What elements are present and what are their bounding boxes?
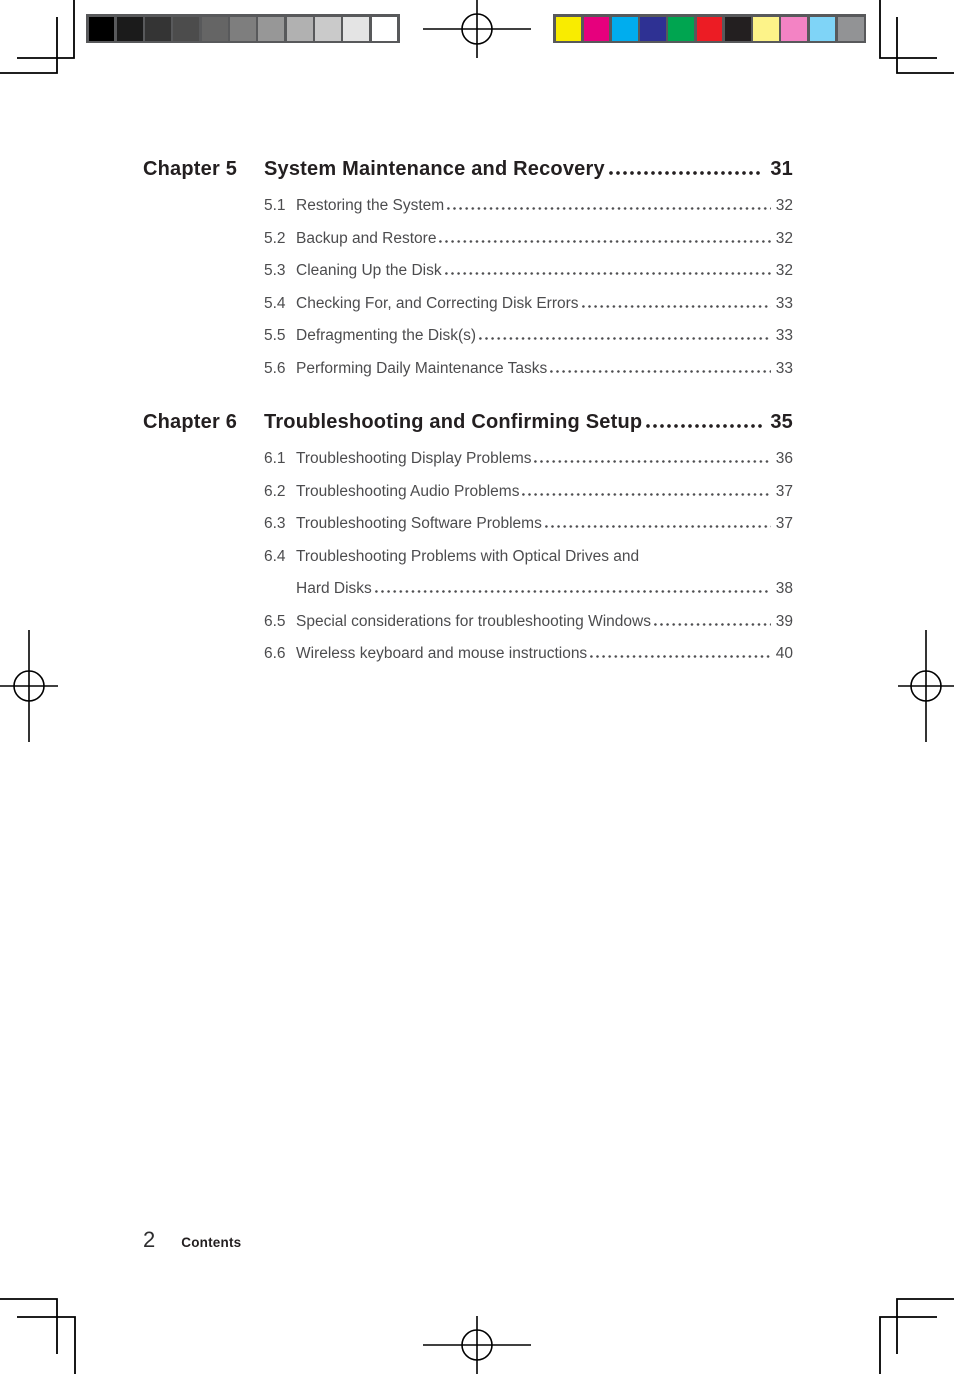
calibration-swatch [89, 17, 115, 41]
dot-leader [609, 171, 764, 175]
toc-entry-5-6[interactable] [143, 353, 793, 386]
calibration-swatch [202, 17, 228, 41]
color-calibration-bar [553, 14, 866, 43]
entry-number: 6.5 [264, 612, 286, 630]
calibration-swatch [287, 17, 313, 41]
calibration-swatch [173, 17, 199, 41]
calibration-swatch [838, 17, 864, 41]
entry-page-number: 33 [775, 294, 793, 312]
entry-number: 5.2 [264, 229, 286, 247]
chapter-title: Troubleshooting and Confirming Setup [264, 411, 643, 433]
registration-target-right [898, 630, 954, 742]
calibration-swatch [230, 17, 256, 41]
entry-page-number: 32 [775, 229, 793, 247]
entry-number: 5.5 [264, 327, 286, 344]
entry-number: 5.1 [264, 197, 286, 214]
crop-mark-top-right [880, 0, 954, 73]
registration-target-left [0, 630, 58, 742]
dot-leader [447, 207, 771, 210]
calibration-swatch [258, 17, 284, 41]
toc-entry-6-2[interactable] [143, 476, 793, 509]
table-of-contents [143, 154, 793, 671]
chapter-page-number: 35 [770, 411, 793, 433]
crop-mark-bottom-left [0, 1299, 75, 1374]
registration-target-top [423, 0, 531, 58]
registration-target-bottom [423, 1316, 531, 1374]
dot-leader [545, 525, 771, 528]
chapter-label: Chapter 6 [143, 411, 238, 433]
footer-section-label: Contents [181, 1235, 242, 1250]
footer-page-number: 2 [143, 1227, 156, 1252]
dot-leader [582, 305, 771, 308]
dot-leader [654, 623, 771, 626]
entry-title: Troubleshooting Problems with Optical Drives and [296, 547, 640, 565]
entry-title: Performing Daily Maintenance Tasks [296, 359, 548, 377]
calibration-swatch [372, 17, 398, 41]
entry-number: 5.3 [264, 262, 286, 279]
toc-entry-6-5[interactable] [143, 606, 793, 639]
calibration-swatch [640, 17, 666, 41]
entry-number: 6.6 [264, 645, 286, 662]
page-footer [143, 1227, 241, 1253]
calibration-swatch [725, 17, 751, 41]
toc-entry-6-4[interactable] [143, 541, 793, 606]
entry-title: Wireless keyboard and mouse instructions [296, 645, 588, 662]
entry-title: Cleaning Up the Disk [296, 262, 442, 279]
toc-entry-6-3[interactable] [143, 508, 793, 541]
entry-number: 5.6 [264, 359, 286, 377]
entry-page-number: 37 [775, 515, 793, 532]
toc-chapter-6 [143, 407, 793, 671]
chapter-title: System Maintenance and Recovery [264, 158, 605, 180]
dot-leader [590, 655, 771, 658]
entry-title: Troubleshooting Audio Problems [296, 482, 520, 500]
entry-page-number: 33 [775, 359, 793, 377]
calibration-swatch [556, 17, 582, 41]
entry-page-number: 39 [775, 612, 793, 630]
calibration-swatch [612, 17, 638, 41]
entry-number: 6.4 [264, 547, 286, 565]
entry-title: Restoring the System [296, 197, 445, 214]
toc-chapter-6-heading[interactable] [143, 407, 793, 437]
entry-line-2 [143, 573, 793, 606]
dot-leader [445, 272, 771, 275]
toc-chapter-5-heading[interactable] [143, 154, 793, 184]
toc-entry-5-3[interactable] [143, 255, 793, 288]
toc-entry-5-1[interactable] [143, 190, 793, 223]
chapter-page-number: 31 [770, 158, 793, 180]
dot-leader [479, 337, 771, 340]
entry-page-number: 36 [775, 450, 793, 467]
entry-title-continuation: Hard Disks [296, 580, 372, 597]
calibration-swatch [810, 17, 836, 41]
calibration-swatch [117, 17, 143, 41]
entry-line-1 [143, 541, 793, 574]
entry-page-number: 40 [775, 645, 793, 662]
calibration-swatch [781, 17, 807, 41]
entry-title: Checking For, and Correcting Disk Errors [296, 294, 579, 312]
toc-entry-6-6[interactable] [143, 638, 793, 671]
chapter-label: Chapter 5 [143, 158, 238, 180]
entry-number: 6.2 [264, 482, 286, 500]
entry-title: Backup and Restore [296, 229, 437, 247]
entry-page-number: 32 [775, 262, 793, 279]
entry-title: Troubleshooting Software Problems [296, 515, 542, 532]
toc-entry-5-5[interactable] [143, 320, 793, 353]
entry-number: 6.1 [264, 450, 286, 467]
entry-number: 5.4 [264, 294, 286, 312]
grayscale-calibration-bar [86, 14, 400, 43]
entry-number: 6.3 [264, 515, 286, 532]
toc-entry-5-2[interactable] [143, 223, 793, 256]
calibration-swatch [753, 17, 779, 41]
toc-entry-5-4[interactable] [143, 288, 793, 321]
entry-page-number: 33 [775, 327, 793, 344]
toc-chapter-5 [143, 154, 793, 385]
dot-leader [550, 370, 770, 373]
toc-entry-6-1[interactable] [143, 443, 793, 476]
calibration-swatch [584, 17, 610, 41]
dot-leader [522, 493, 770, 496]
calibration-swatch [668, 17, 694, 41]
entry-page-number: 37 [775, 482, 793, 500]
entry-title: Special considerations for troubleshooting Windows [296, 612, 651, 630]
calibration-swatch [145, 17, 171, 41]
entry-title: Troubleshooting Display Problems [296, 450, 532, 467]
entry-title: Defragmenting the Disk(s) [296, 327, 477, 344]
entry-page-number: 38 [775, 580, 793, 597]
calibration-swatch [343, 17, 369, 41]
crop-mark-top-left [0, 0, 74, 73]
dot-leader [534, 460, 770, 463]
dot-leader [439, 240, 770, 243]
dot-leader [375, 590, 771, 593]
entry-page-number: 32 [775, 197, 793, 214]
crop-mark-bottom-right [880, 1299, 954, 1374]
calibration-swatch [315, 17, 341, 41]
dot-leader [646, 424, 763, 428]
calibration-swatch [697, 17, 723, 41]
